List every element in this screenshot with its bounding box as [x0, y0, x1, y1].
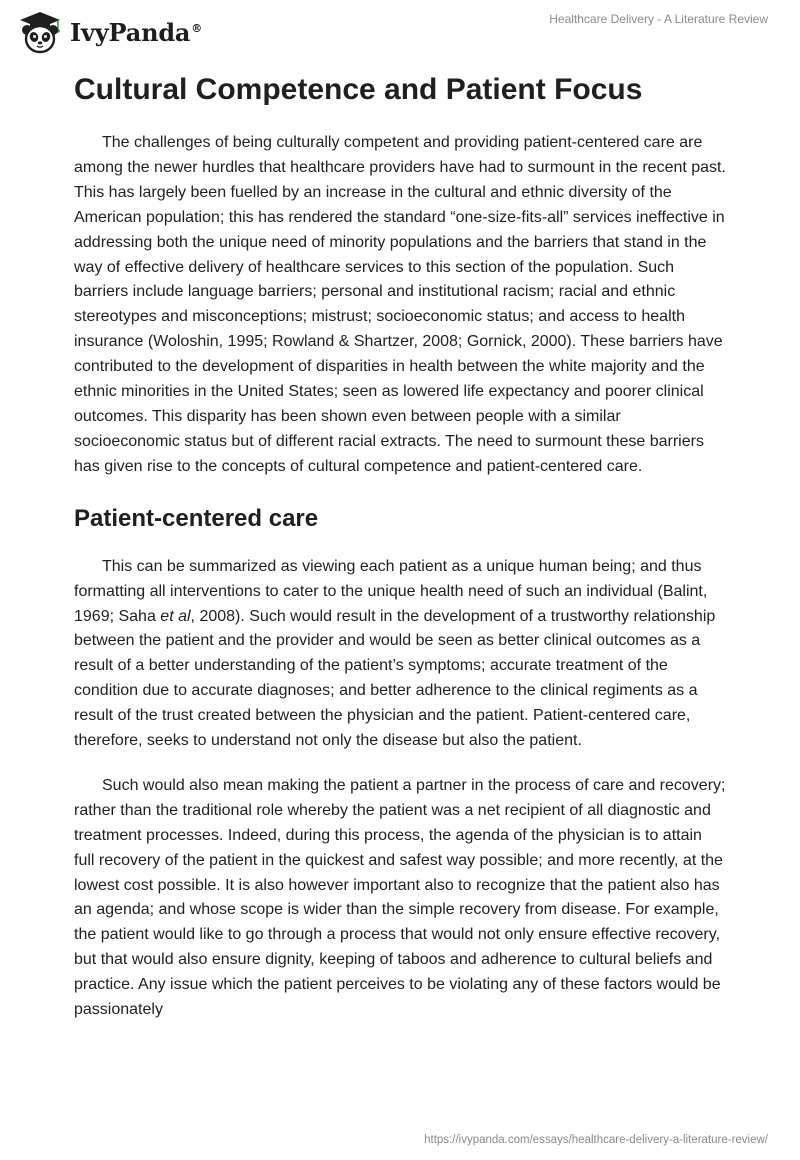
- logo[interactable]: [16, 8, 202, 56]
- citation-italic: et al: [160, 607, 191, 625]
- paragraph-patient-partner: Such would also mean making the patient a partner in the process of care and recovery; rather than the traditional role whereby the patient was a net recipient of all diagnostic and treatment processes. Indeed, during this process, the agenda of the physician is to attain full recovery of the patient in the quickest and safest way possible; and more recently, at the lowest cost possible. It is also however important also to recognize that the patient also has an agenda; and whose scope is wider than the simple recovery from disease. For example, the patient would like to go through a process that would not only ensure effective recovery, but that would also ensure dignity, keeping of taboos and adherence to cultural beliefs and practice. Any issue which the patient perceives to be violating any of these factors would be passionately: [74, 776, 726, 1019]
- page-title: Cultural Competence and Patient Focus: [74, 73, 643, 106]
- intro-paragraph: The challenges of being culturally competent and providing patient-centered care are among the newer hurdles that healthcare providers have had to surmount in the recent past. This has largely been fuelled by an increase in the cultural and ethnic diversity of the American population; this has rendered the standard “one-size-fits-all” services ineffective in addressing both the unique need of minority populations and the barriers that stand in the way of effective delivery of healthcare services to this section of the population. Such barriers include language barriers; personal and institutional racism; racial and ethnic stereotypes and misconceptions; mistrust; socioeconomic status; and access to health insurance (Woloshin, 1995; Rowland & Shartzer, 2008; Gornick, 2000). These barriers have contributed to the development of disparities in health between the white majority and the ethnic minorities in the United States; seen as lowered life expectancy and poorer clinical outcomes. This disparity has been shown even between people with a similar socioeconomic status but of different racial extracts. The need to surmount these barriers has given rise to the concepts of cultural competence and patient-centered care.: [74, 134, 726, 475]
- logo-text: [70, 18, 202, 47]
- registered-mark: ®: [191, 21, 203, 35]
- document-title: Healthcare Delivery - A Literature Review: [549, 12, 768, 26]
- page-header: [0, 0, 800, 64]
- source-url[interactable]: https://ivypanda.com/essays/healthcare-delivery-a-literature-review/: [424, 1134, 768, 1146]
- article-body: [74, 70, 726, 1023]
- paragraph-patient-centered-definition: [74, 555, 726, 754]
- paragraph-text: , 2008). Such would result in the development of a trustworthy relationship between the patient and the provider and would be seen as better clinical outcomes as a result of a better understanding of the patient’s symptoms; accurate treatment of the condition due to accurate diagnoses; and better adherence to the clinical regiments as a result of the trust created between the physician and the patient. Patient-centered care, therefore, seeks to understand not only the disease but also the patient.: [74, 607, 716, 750]
- logo-wordmark: IvyPanda: [70, 17, 191, 47]
- paragraph-text: This can be summarized as viewing each patient as a unique human being; and thus formatting all interventions to cater to the unique health need of such an individual (Balint, 1969; Saha: [74, 557, 708, 625]
- panda-graduate-icon: [16, 8, 64, 56]
- section-heading: Patient-centered care: [74, 504, 319, 532]
